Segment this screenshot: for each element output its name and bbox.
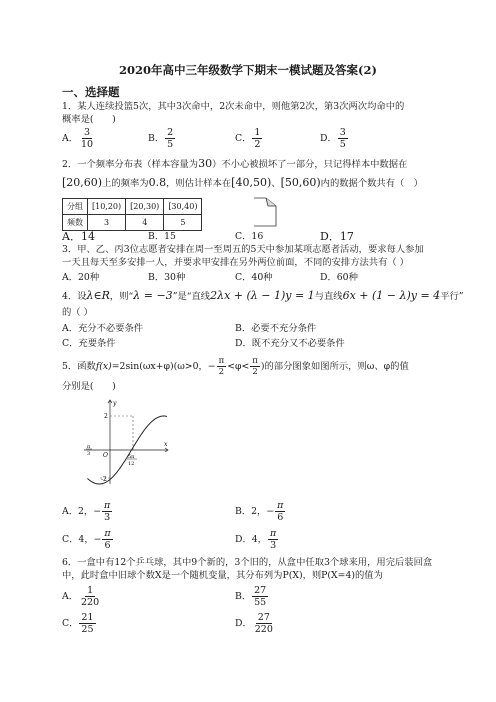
document-title: 2020年高中三年级数学下期末一模试题及答案(2) <box>119 63 377 77</box>
math-expression: λ = −3 <box>133 289 173 302</box>
option-label: A．2，− <box>62 506 102 517</box>
math-expression: 6x + (1 − λ)y = 4 <box>342 289 441 302</box>
q3-option-a: A．20种 <box>62 272 100 283</box>
math-value: 0.8 <box>148 176 167 189</box>
q2-option-a: A．14 <box>62 230 95 243</box>
q2-stem-line2 <box>62 176 423 190</box>
q5-option-a <box>62 500 113 523</box>
fraction <box>253 612 275 635</box>
table-cell: 5 <box>164 215 202 231</box>
denominator: 2 <box>254 139 261 150</box>
fraction <box>268 528 278 551</box>
denominator: 3 <box>104 512 111 523</box>
option-label: C．4，− <box>62 534 102 545</box>
denominator: 6 <box>277 512 284 523</box>
denominator: 5 <box>339 139 346 150</box>
tick-right-numerator: 5π <box>128 454 135 460</box>
q3-option-d: D．60种 <box>320 272 358 283</box>
fraction <box>102 500 112 523</box>
numerator: 1 <box>254 127 261 138</box>
table-header-cell: [30,40) <box>164 199 202 215</box>
numerator: 27 <box>254 585 267 596</box>
numerator: π <box>252 356 258 366</box>
q4-option-c: C．充要条件 <box>62 338 116 349</box>
q6-option-c <box>62 612 97 635</box>
denominator: 6 <box>104 540 111 551</box>
math-expression: λ∈R <box>86 289 110 302</box>
denominator: 2 <box>218 367 225 377</box>
q4-option-a: A．充分不必要条件 <box>62 323 144 334</box>
q5-stem-line2: 分别是( ) <box>62 381 116 392</box>
q2-option-d: D．17 <box>320 230 354 243</box>
denominator: 3 <box>270 540 277 551</box>
table-header-cell: [20,30) <box>126 199 164 215</box>
text: <φ< <box>227 361 250 372</box>
table-header-cell: [10,20) <box>88 199 126 215</box>
option-label: C． <box>62 618 79 629</box>
y-max-label: 2 <box>104 413 108 420</box>
x-axis-label: x <box>164 441 168 448</box>
text: 与直线 <box>314 291 343 302</box>
option-label: C． <box>235 133 252 144</box>
fraction <box>79 585 101 608</box>
q1-option-b <box>148 127 176 150</box>
numerator: 3 <box>339 127 346 138</box>
table-cell: 频数 <box>63 215 88 231</box>
q6-option-b <box>235 585 269 608</box>
text: 内的数据个数共有（ ） <box>320 178 423 189</box>
numerator: 1 <box>87 585 94 596</box>
table-cell: 4 <box>126 215 164 231</box>
q1-stem-line1: 1．某人连续投篮5次，其中3次命中，2次未命中，则他第2次，第3次两次均命中的 <box>62 101 405 112</box>
numerator: 27 <box>257 612 270 623</box>
q1-stem-line2: 概率是( ) <box>62 114 116 125</box>
text: 4．设 <box>62 291 87 302</box>
q4-option-d: D．既不充分又不必要条件 <box>235 338 345 349</box>
y-axis-label: y <box>113 400 117 407</box>
math-expression: 2λx + (λ − 1)y = 1 <box>210 289 315 302</box>
tick-left-denominator: 3 <box>87 451 91 457</box>
q3-option-b: B．30种 <box>148 272 186 283</box>
denominator: 10 <box>81 139 94 150</box>
numerator: π <box>104 528 111 539</box>
q5-option-b <box>235 500 286 523</box>
option-label: A． <box>62 591 79 602</box>
fraction <box>252 585 268 608</box>
numerator: π <box>104 500 111 511</box>
q5-option-d <box>235 528 279 551</box>
denominator: 25 <box>81 624 94 635</box>
math-interval: [50,60) <box>280 176 321 189</box>
fraction <box>250 356 260 377</box>
table-header-cell: 分组 <box>63 199 88 215</box>
q4-stem-line2: 的（ ） <box>62 307 93 318</box>
numerator: π <box>269 528 277 539</box>
tick-left-numerator: π <box>87 444 91 450</box>
math-interval: [20,60) <box>62 176 103 189</box>
q6-option-a <box>62 585 102 608</box>
section-heading: 一、选择题 <box>62 85 120 99</box>
math-interval: [40,50) <box>231 176 272 189</box>
denominator: 220 <box>81 597 100 608</box>
q6-option-d <box>235 612 276 635</box>
option-label: B． <box>148 133 165 144</box>
numerator: π <box>277 500 284 511</box>
table-cell: 3 <box>88 215 126 231</box>
fraction <box>217 356 227 377</box>
fraction <box>252 127 262 150</box>
q1-option-c <box>235 127 263 150</box>
numerator: 2 <box>167 127 174 138</box>
option-label: D． <box>235 618 252 629</box>
text: ”是“直线 <box>172 291 211 302</box>
y-min-label: -2 <box>101 476 107 483</box>
text: =2sin(ωx+φ)(ω>0，− <box>111 361 216 372</box>
option-label: D．4， <box>235 534 267 545</box>
text: 2．一个频率分布表（样本容量为 <box>62 159 199 170</box>
q1-option-d <box>320 127 349 150</box>
fraction <box>79 612 95 635</box>
frequency-table <box>62 198 202 231</box>
denominator: 220 <box>254 624 273 635</box>
q3-stem-line2: 一天且每天至多安排一人，并要求甲安排在另外两位前面，不同的安排方法共有（ ） <box>62 257 409 268</box>
fraction <box>79 127 95 150</box>
denominator: 5 <box>167 139 174 150</box>
numerator: 21 <box>81 612 94 623</box>
option-label: B． <box>235 591 252 602</box>
q5-stem-line1 <box>62 356 409 377</box>
text: 、 <box>271 178 281 189</box>
sine-graph <box>84 396 170 486</box>
math-sample-size: 30 <box>198 157 213 170</box>
fraction <box>165 127 175 150</box>
q6-stem-line1: 6．一盒中有12个乒乓球，其中9个新的，3个旧的，从盒中任取3个球来用，用完后装回盒 <box>62 557 433 568</box>
text: ，则“ <box>109 291 134 302</box>
q3-option-c: C．40种 <box>235 272 273 283</box>
text: ）不小心被损坏了一部分，只记得样本中数据在 <box>212 159 408 170</box>
fraction <box>102 528 112 551</box>
q5-option-c <box>62 528 114 551</box>
option-label: A． <box>62 133 79 144</box>
option-label: D． <box>320 133 337 144</box>
tick-right-denominator: 12 <box>128 461 135 467</box>
fraction <box>275 500 285 523</box>
denominator: 2 <box>252 367 258 377</box>
q6-stem-line2: 中，此时盒中旧球个数X是一个随机变量，其分布列为P(X)，则P(X=4)的值为 <box>62 570 383 581</box>
text: 5．函数 <box>62 361 96 372</box>
q2-option-b: B．15 <box>148 231 176 242</box>
numerator: π <box>218 356 225 366</box>
numerator: 3 <box>84 127 91 138</box>
q4-option-b: B．必要不充分条件 <box>235 323 317 334</box>
origin-label: O <box>103 452 108 459</box>
q4-stem-line1 <box>62 289 464 303</box>
text: 上的频率为 <box>102 178 149 189</box>
text: 平行” <box>440 291 464 302</box>
math-expression: f(x) <box>95 361 112 372</box>
text: )的部分图象如图所示，则ω、φ的值 <box>260 361 409 372</box>
q1-option-a <box>62 127 96 150</box>
fraction <box>338 127 348 150</box>
torn-table-edge <box>252 196 278 230</box>
q2-option-c: C．16 <box>235 231 264 242</box>
q3-stem-line1: 3．甲、乙、丙3位志愿者安排在周一至周五的5天中参加某项志愿者活动，要求每人参加 <box>62 244 424 255</box>
denominator: 55 <box>254 597 267 608</box>
text: ，则估计样本在 <box>166 178 232 189</box>
option-label: B．2，− <box>235 506 275 517</box>
q2-stem-line1 <box>62 157 407 171</box>
